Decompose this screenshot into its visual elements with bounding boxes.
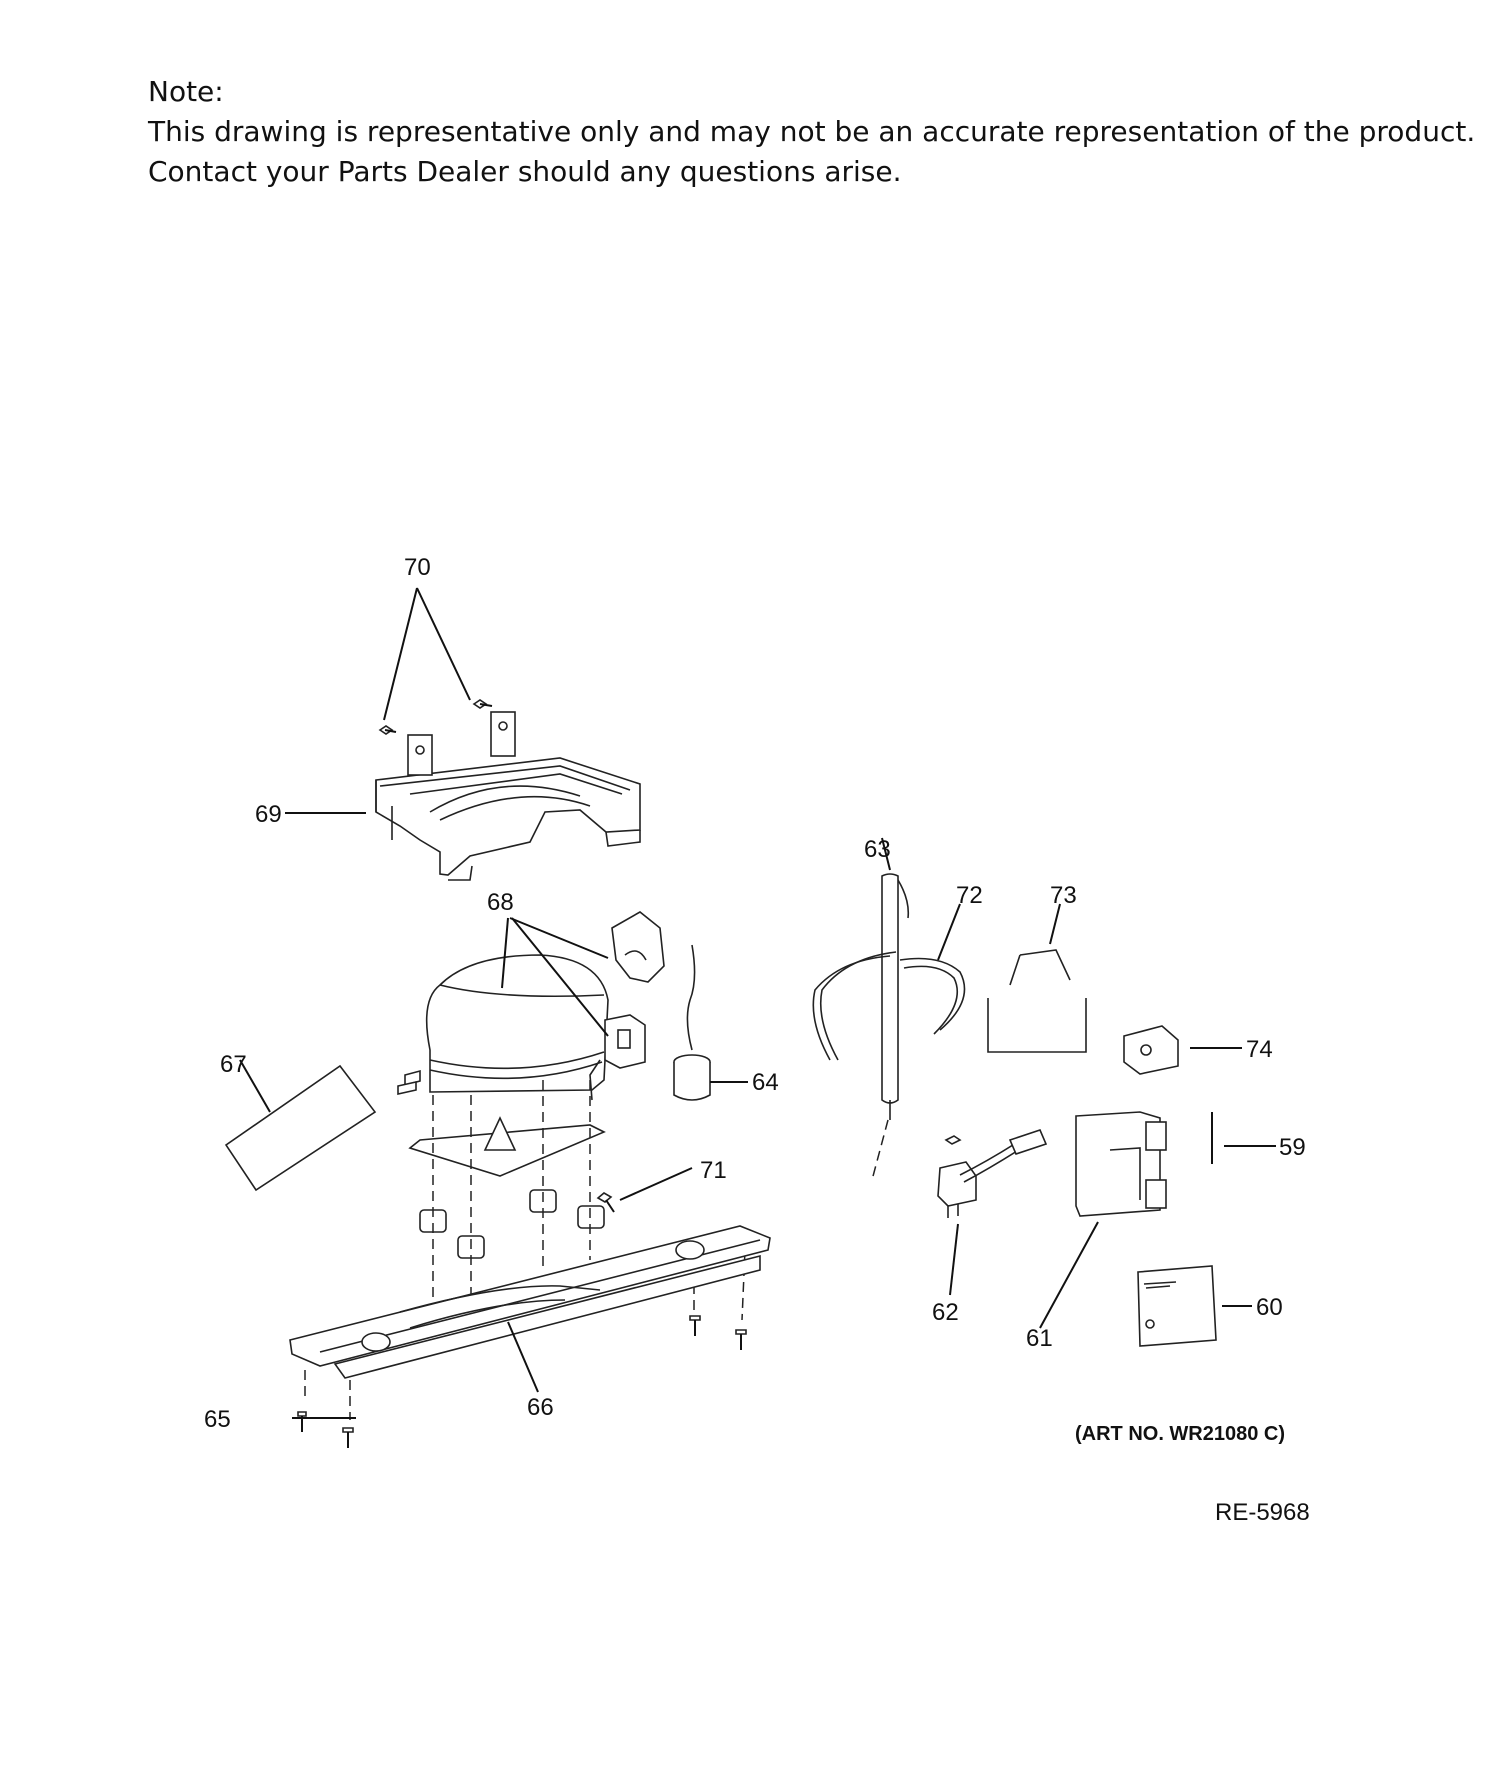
callout-65: 65 [204,1406,231,1433]
part-69-cover-tray [376,712,640,880]
callout-64: 64 [752,1069,779,1096]
callout-70: 70 [404,554,431,581]
note-heading: Note: [148,75,224,108]
part-73-bag [988,950,1086,1052]
grommets [420,1190,604,1258]
part-67-label [226,1066,375,1190]
part-68-clip [612,912,664,982]
callout-69: 69 [255,801,282,828]
callout-72: 72 [956,882,983,909]
part-72-tube [900,959,965,1035]
leader-lines [240,588,1276,1418]
callout-67: 67 [220,1051,247,1078]
callout-60: 60 [1256,1294,1283,1321]
part-64-capacitor [674,945,710,1100]
callout-59: 59 [1279,1134,1306,1161]
callout-66: 66 [527,1394,554,1421]
part-66-base [290,1226,770,1378]
callout-73: 73 [1050,882,1077,909]
part-74-relay [1124,1026,1178,1074]
part-63-drier [813,874,908,1180]
callout-74: 74 [1246,1036,1273,1063]
note-line-1: This drawing is representative only and may not be an accurate representation of the product. [148,115,1476,148]
part-70-screws [380,700,492,734]
note-line-2: Contact your Parts Dealer should any questions arise. [148,155,902,188]
reference-code: RE-5968 [1215,1499,1310,1526]
callout-61: 61 [1026,1325,1053,1352]
callout-71: 71 [700,1157,727,1184]
part-60-board [1138,1266,1216,1346]
callout-63: 63 [864,836,891,863]
part-62-power-cord [938,1130,1046,1218]
callout-68: 68 [487,889,514,916]
part-68-compressor [398,955,608,1176]
part-61-control-box [1076,1112,1166,1216]
callout-62: 62 [932,1299,959,1326]
art-number: (ART NO. WR21080 C) [1075,1423,1286,1445]
